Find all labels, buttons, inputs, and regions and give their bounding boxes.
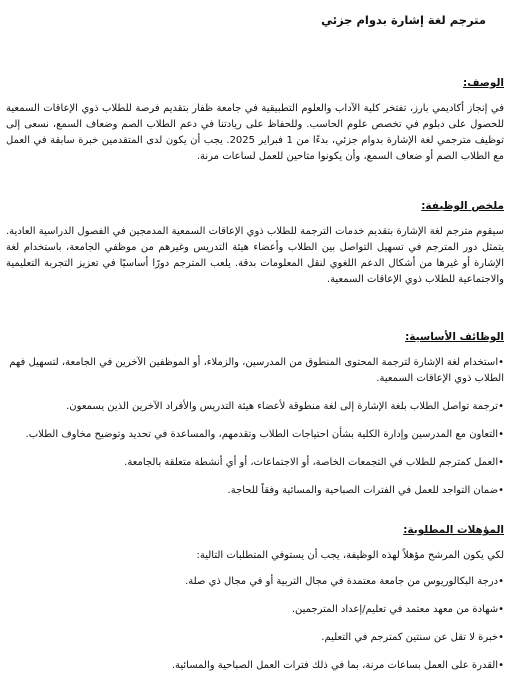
list-item	[6, 355, 504, 387]
summary-heading: ملخص الوظيفة:	[421, 200, 504, 212]
bullet-icon: •	[498, 357, 504, 368]
bullet-icon: •	[498, 457, 504, 468]
bullet-icon: •	[498, 485, 504, 496]
bullet-icon: •	[498, 401, 504, 412]
description-heading: الوصف:	[463, 77, 504, 89]
bullet-icon: •	[498, 604, 504, 615]
list-item-text: درجة البكالوريوس من جامعة معتمدة في مجال التربية أو في مجال ذي صلة.	[185, 576, 499, 587]
qualifications-heading: المؤهلات المطلوبة:	[403, 524, 504, 536]
functions-heading: الوظائف الأساسية:	[405, 331, 504, 343]
list-item	[6, 602, 504, 618]
description-text: في إنجاز أكاديمي بارز، تفتخر كلية الآداب والعلوم التطبيقية في جامعة ظفار بتقديم فرصة للطلاب ذوي الإعاقات السمعية للحصول على دبلوم في تخصص علوم الحاسب. وللحفاظ على ريادتنا في دعم الطلاب الصم وضعاف السمع، نسعى إلى توظيف مترجمي لغة الإشارة بدوام جزئي، بدءًا من 1 فبراير 2025. يجب أن يكون لدى المتقدمين خبرة سابقة في العمل مع الطلاب الصم أو ضعاف السمع، وأن يكونوا متاحين للعمل لساعات مرنة.	[6, 103, 504, 162]
list-item-text: العمل كمترجم للطلاب في التجمعات الخاصة، أو الاجتماعات، أو أي أنشطة متعلقة بالجامعة.	[124, 457, 499, 468]
list-item-text: ضمان التواجد للعمل في الفترات الصباحية والمسائية وفقاً للحاجة.	[227, 485, 499, 496]
qualifications-list	[6, 574, 504, 674]
list-item-text: ترجمة تواصل الطلاب بلغة الإشارة إلى لغة منطوقة لأعضاء هيئة التدريس والأفراد الآخرين الذين يسمعون.	[66, 401, 499, 412]
list-item-text: استخدام لغة الإشارة لترجمة المحتوى المنطوق من المدرسين، والزملاء، أو الموظفين الآخرين في الجامعة، لتسهيل فهم الطلاب ذوي الإعاقات السمعية.	[9, 357, 504, 384]
list-item	[6, 630, 504, 646]
document-title: مترجم لغة إشارة بدوام جزئي	[321, 13, 486, 27]
list-item	[6, 483, 504, 499]
list-item	[6, 574, 504, 590]
list-item-text: التعاون مع المدرسين وإدارة الكلية بشأن احتياجات الطلاب وتقدمهم، والمساعدة في تحديد وتوضيح مخاوف الطلاب.	[25, 429, 499, 440]
list-item	[6, 399, 504, 415]
summary-text: سيقوم مترجم لغة الإشارة بتقديم خدمات الترجمة للطلاب ذوي الإعاقات السمعية المدمجين في الفصول الدراسية العادية. يتمثل دور المترجم في تسهيل التواصل بين الطلاب وأعضاء هيئة التدريس وغيرهم من موظفي الجامعة، باستخدام لغة الإشارة أو غيرها من أشكال الدعم اللغوي لنقل المعلومات بدقة. يلعب المترجم دورًا أساسيًا في تعزيز التجربة التعليمية والاجتماعية للطلاب ذوي الإعاقات السمعية.	[6, 226, 504, 285]
bullet-icon: •	[498, 576, 504, 587]
bullet-icon: •	[498, 632, 504, 643]
list-item	[6, 427, 504, 443]
list-item-text: خبرة لا تقل عن سنتين كمترجم في التعليم.	[321, 632, 499, 643]
functions-list	[6, 355, 504, 499]
bullet-icon: •	[498, 429, 504, 440]
list-item-text: القدرة على العمل بساعات مرنة، بما في ذلك فترات العمل الصباحية والمسائية.	[171, 660, 499, 671]
bullet-icon: •	[498, 660, 504, 671]
list-item	[6, 658, 504, 674]
qualifications-intro: لكي يكون المرشح مؤهلاً لهذه الوظيفة، يجب أن يستوفي المتطلبات التالية:	[196, 550, 504, 561]
list-item	[6, 455, 504, 471]
list-item-text: شهادة من معهد معتمد في تعليم/إعداد المترجمين.	[291, 604, 499, 615]
